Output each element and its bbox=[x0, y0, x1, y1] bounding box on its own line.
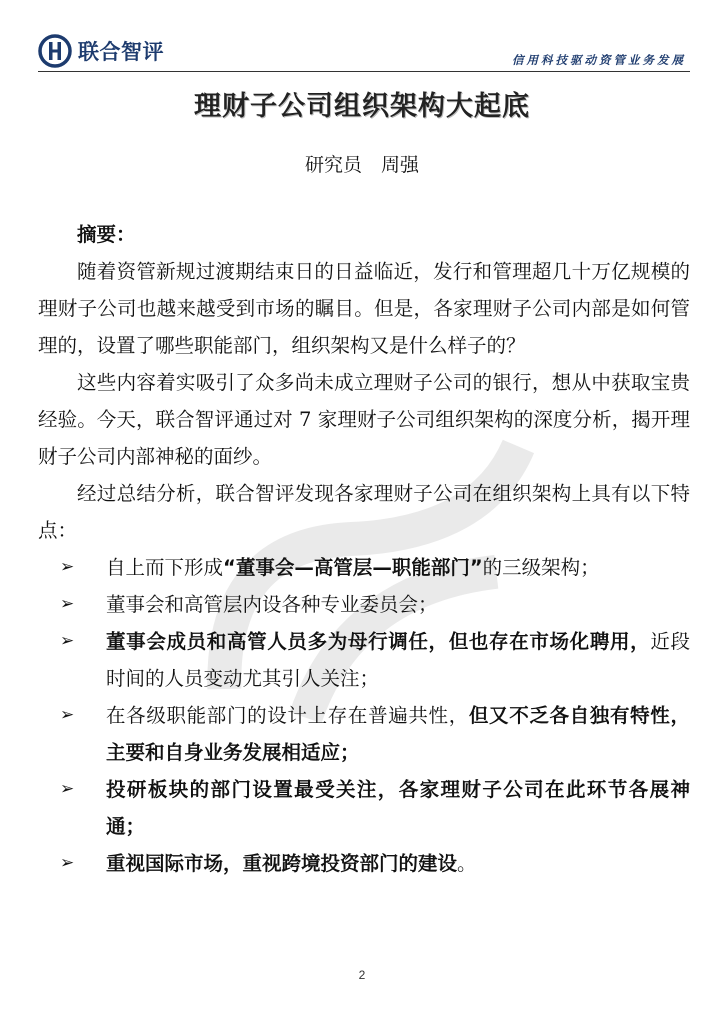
lianhe-logo-icon bbox=[38, 34, 72, 68]
page-header bbox=[38, 28, 690, 76]
paragraph: 随着资管新规过渡期结束日的日益临近，发行和管理超几十万亿规模的理财子公司也越来越受到市场的瞩目。但是，各家理财子公司内部是如何管理的，设置了哪些职能部门，组织架构又是什么样子的？ bbox=[38, 260, 690, 357]
arrow-bullet-icon: ➢ bbox=[60, 705, 75, 725]
header-divider bbox=[38, 71, 690, 72]
list-item: ➢ 重视国际市场，重视跨境投资部门的建设。 bbox=[38, 845, 690, 882]
arrow-bullet-icon: ➢ bbox=[60, 557, 75, 577]
list-item: ➢ 在各级职能部门的设计上存在普遍共性，但又不乏各自独有特性，主要和自身业务发展相适应； bbox=[38, 697, 690, 771]
paragraph: 这些内容着实吸引了众多尚未成立理财子公司的银行，想从中获取宝贵经验。今天，联合智评通过对 7 家理财子公司组织架构的深度分析，揭开理财子公司内部神秘的面纱。 bbox=[38, 371, 690, 468]
list-item: ➢ 自上而下形成“董事会—高管层—职能部门”的三级架构； bbox=[38, 549, 690, 586]
logo-text: 联合智评 bbox=[78, 40, 164, 64]
list-item: ➢ 董事会成员和高管人员多为母行调任，但也存在市场化聘用，近段时间的人员变动尤其引人关注； bbox=[38, 623, 690, 697]
page-number: 2 bbox=[358, 968, 366, 982]
arrow-bullet-icon: ➢ bbox=[60, 779, 75, 799]
article-body bbox=[38, 216, 690, 882]
feature-list bbox=[38, 549, 690, 882]
header-slogan: 信用科技驱动资管业务发展 bbox=[512, 53, 686, 67]
logo bbox=[38, 34, 164, 68]
list-item: ➢ 董事会和高管层内设各种专业委员会； bbox=[38, 586, 690, 623]
arrow-bullet-icon: ➢ bbox=[60, 631, 75, 651]
paragraph: 经过总结分析，联合智评发现各家理财子公司在组织架构上具有以下特点： bbox=[38, 482, 690, 542]
page-title: 理财子公司组织架构大起底 bbox=[194, 91, 530, 122]
arrow-bullet-icon: ➢ bbox=[60, 594, 75, 614]
abstract-label: 摘要： bbox=[77, 223, 136, 246]
list-item: ➢ 投研板块的部门设置最受关注，各家理财子公司在此环节各展神通； bbox=[38, 771, 690, 845]
author-line: 研究员 周强 bbox=[304, 154, 419, 176]
arrow-bullet-icon: ➢ bbox=[60, 853, 75, 873]
